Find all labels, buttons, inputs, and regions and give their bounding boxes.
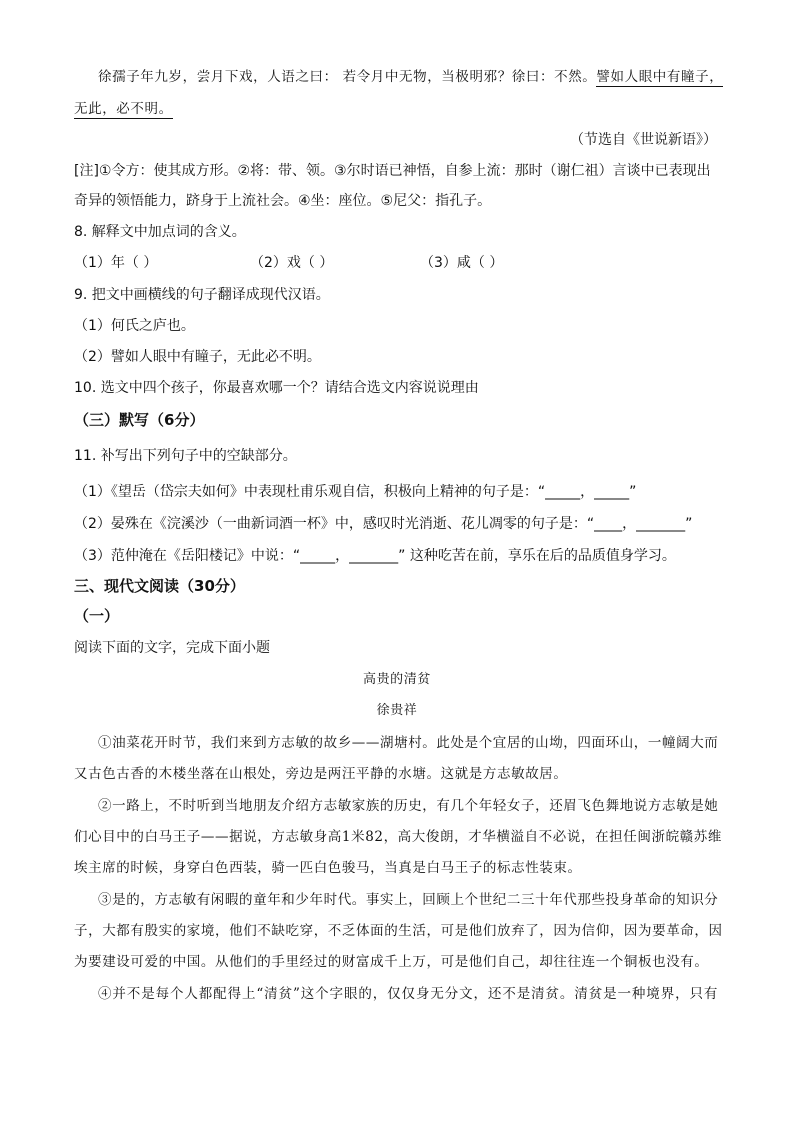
article-title: 高贵的清贫 (362, 672, 431, 687)
underlined-sentence: 无此，必不明。 (74, 101, 173, 117)
article-paragraph-4-line-1: ④并不是每个人都配得上“清贫”这个字眼的，仅仅身无分文，还不是清贫。清贫是一种境界，只有 (98, 986, 718, 1002)
passage-text: 徐孺子年九岁，尝月下戏，人语之曰： 若令月中无物，当极明邪？徐曰：不然。 (98, 69, 597, 85)
article-paragraph-1-line-1: ①油菜花开时节，我们来到方志敏的故乡——湖塘村。此处是个宜居的山坳，四面环山，一幢阔大而 (98, 735, 719, 751)
article-paragraph-3-line-2: 子，大都有殷实的家境，他们不缺吃穿，不乏体面的生活，可是他们放弃了，因为信仰，因为要革命，因 (74, 923, 723, 939)
question-8-item-1: （1）年（ ） (74, 255, 158, 271)
notes-line-1: [注]①令方：使其成方形。②将：带、领。③尔时语已神悟，自参上流：那时（谢仁祖）言谈中已表现出 (74, 163, 711, 179)
question-11-item-3: （3）范仲淹在《岳阳楼记》中说：“_____，_______” 这种吃苦在前，享乐在后的品质值身学习。 (74, 548, 676, 564)
question-11-item-2: （2）晏殊在《浣溪沙（一曲新词酒一杯》中，感叹时光消逝、花儿凋零的句子是：“____，_______” (74, 516, 693, 532)
article-paragraph-2-line-1: ②一路上，不时听到当地朋友介绍方志敏家族的历史，有几个年轻女子，还眉飞色舞地说方志敏是她 (98, 798, 719, 814)
question-10: 10. 选文中四个孩子，你最喜欢哪一个？请结合选文内容说说理由 (74, 380, 479, 396)
article-author: 徐贵祥 (376, 703, 418, 718)
question-8-item-3: （3）咸（ ） (420, 255, 504, 271)
passage-source: （节选自《世说新语》） (570, 132, 717, 148)
question-8-item-2: （2）戏（ ） (250, 255, 334, 271)
article-paragraph-3-line-1: ③是的，方志敏有闲暇的童年和少年时代。事实上，回顾上个世纪二三十年代那些投身革命的知识分 (98, 892, 719, 908)
passage-line-1 (98, 67, 723, 87)
question-9: 9. 把文中画横线的句子翻译成现代汉语。 (74, 287, 330, 303)
question-8: 8. 解释文中加点词的含义。 (74, 224, 246, 240)
section-heading-dictation: （三）默写（6分） (74, 411, 205, 429)
question-11-item-1: （1）《望岳（岱宗夫如何》中表现杜甫乐观自信，积极向上精神的句子是：“_____，_____” (74, 484, 637, 500)
article-paragraph-1-line-2: 又古色古香的木楼坐落在山根处，旁边是两汪平静的水塘。这就是方志敏故居。 (74, 766, 568, 782)
question-11: 11. 补写出下列句子中的空缺部分。 (74, 448, 297, 464)
notes-line-2: 奇异的领悟能力，跻身于上流社会。④坐：座位。⑤尼父：指孔子。 (74, 193, 492, 209)
question-9-item-2: （2）譬如人眼中有瞳子，无此必不明。 (74, 349, 321, 365)
reading-instruction: 阅读下面的文字，完成下面小题 (74, 640, 270, 656)
article-paragraph-2-line-2: 们心目中的白马王子——据说，方志敏身高1米82，高大俊朗，才华横溢自不必说，在担任闽浙皖赣苏维 (74, 829, 722, 845)
question-9-item-1: （1）何氏之庐也。 (74, 318, 195, 334)
subsection-heading: （一） (74, 607, 120, 625)
passage-line-2 (74, 99, 173, 119)
underlined-sentence: 譬如人眼中有瞳子， (596, 69, 724, 85)
article-paragraph-3-line-3: 为要建设可爱的中国。从他们的手里经过的财富成千上万，可是他们自己，却往往连一个铜板也没有。 (74, 954, 709, 970)
article-paragraph-2-line-3: 埃主席的时候，身穿白色西装，骑一匹白色骏马，当真是白马王子的标志性装束。 (74, 860, 582, 876)
section-heading-modern-reading: 三、现代文阅读（30分） (74, 577, 245, 595)
